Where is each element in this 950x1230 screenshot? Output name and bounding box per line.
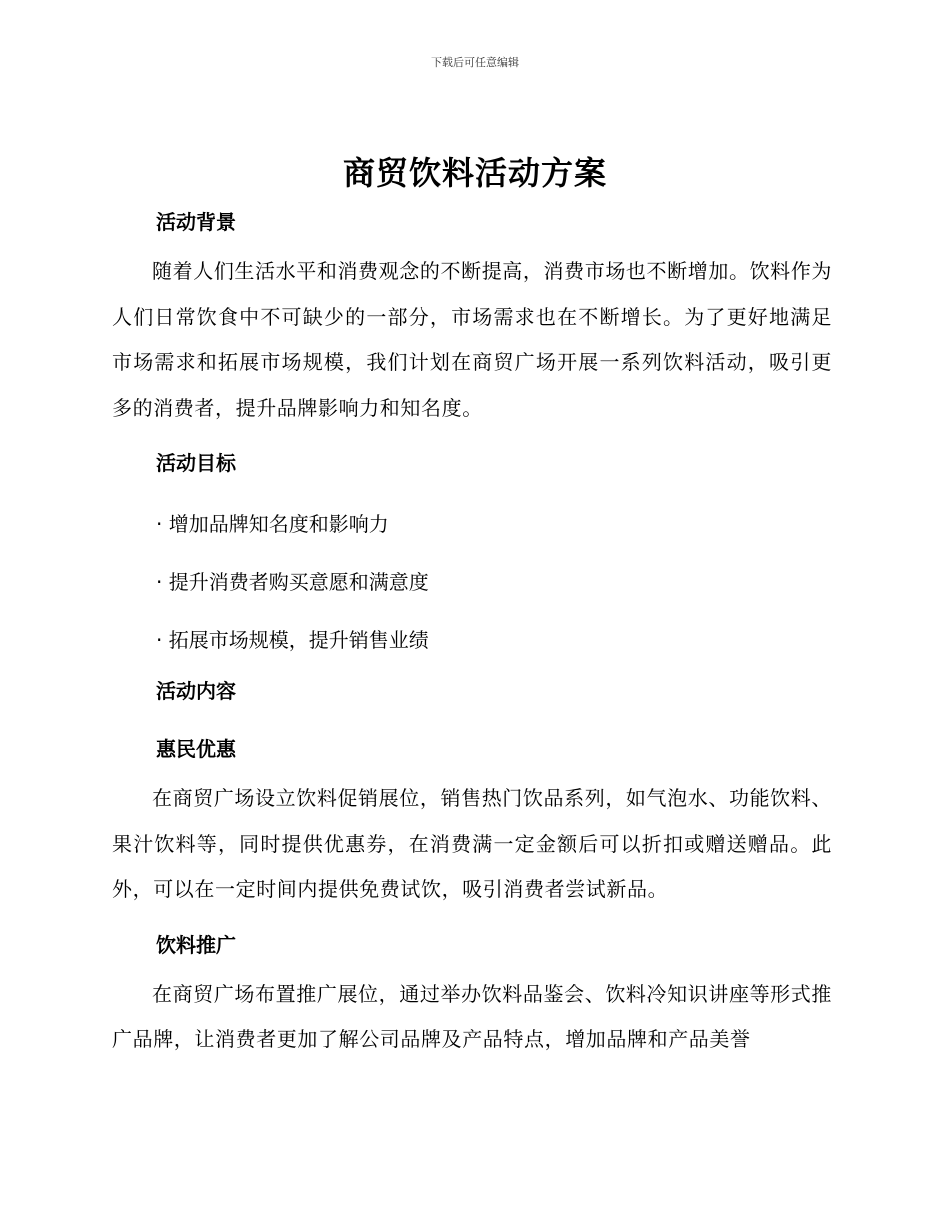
goal-item-1: · 增加品牌知名度和影响力	[156, 512, 389, 536]
goal-item-3: · 拓展市场规模，提升销售业绩	[156, 628, 429, 652]
section-heading-background: 活动背景	[156, 210, 236, 234]
section-heading-promotion: 饮料推广	[156, 932, 236, 957]
paragraph-background: 随着人们生活水平和消费观念的不断提高，消费市场也不断增加。饮料作为人们日常饮食中不可缺少的一部分，市场需求也在不断增长。为了更好地满足市场需求和拓展市场规模，我们计划在商贸广场开展一系列饮料活动，吸引更多的消费者，提升品牌影响力和知名度。	[112, 259, 832, 420]
document-body	[112, 200, 832, 1073]
document-title: 商贸饮料活动方案	[342, 154, 607, 192]
paragraph-promotion: 在商贸广场布置推广展位，通过举办饮料品鉴会、饮料冷知识讲座等形式推广品牌，让消费者更加了解公司品牌及产品特点，增加品牌和产品美誉	[112, 981, 832, 1051]
paragraph-discount: 在商贸广场设立饮料促销展位，销售热门饮品系列，如气泡水、功能饮料、果汁饮料等，同时提供优惠券，在消费满一定金额后可以折扣或赠送赠品。此外，可以在一定时间内提供免费试饮，吸引消费者尝试新品。	[112, 786, 832, 901]
section-heading-goals: 活动目标	[156, 451, 236, 475]
header-note: 下载后可任意编辑	[431, 56, 519, 69]
section-heading-content: 活动内容	[156, 679, 236, 703]
goal-item-2: · 提升消费者购买意愿和满意度	[156, 570, 429, 594]
section-heading-discount: 惠民优惠	[156, 737, 236, 761]
